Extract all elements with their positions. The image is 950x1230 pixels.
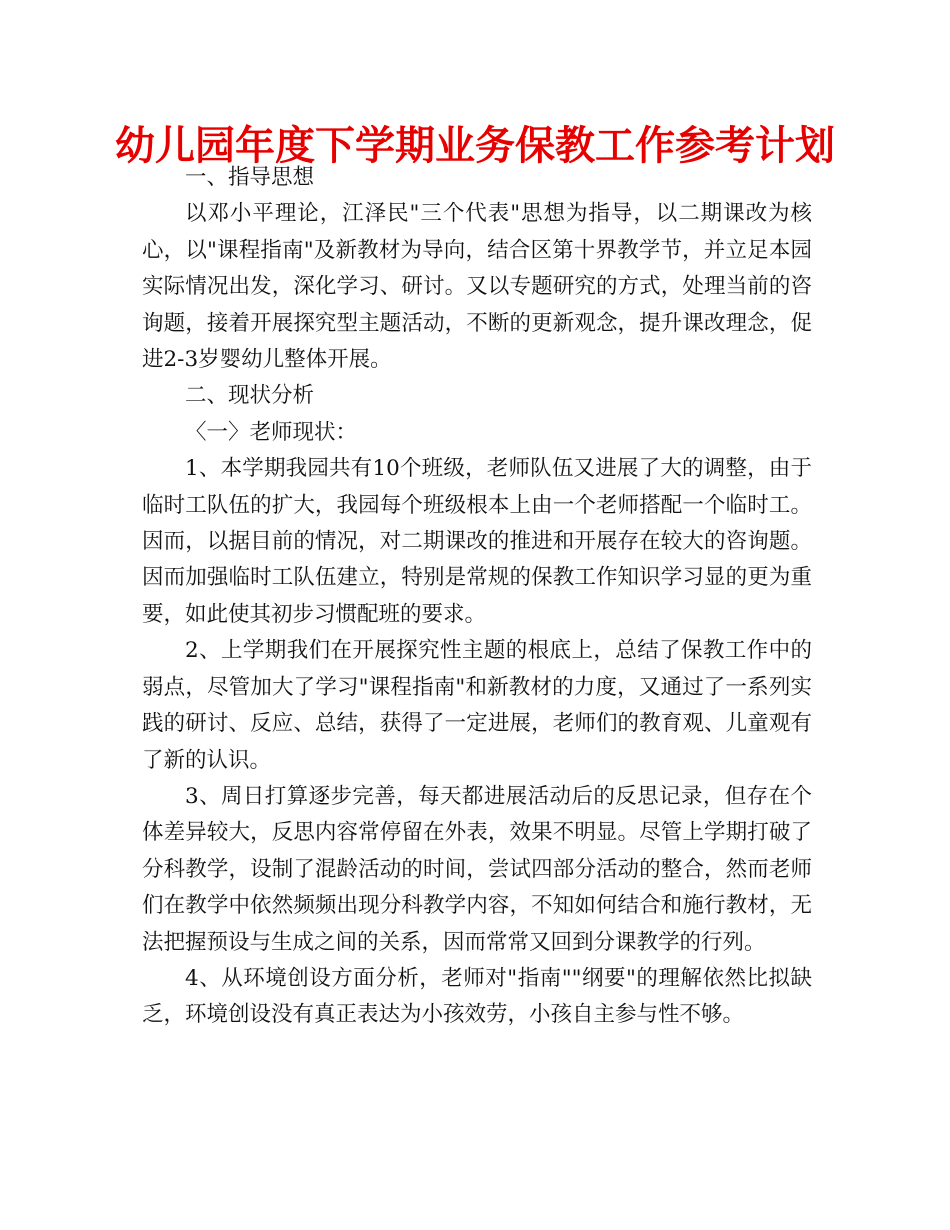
paragraph-item-4: 4、从环境创设方面分析，老师对"指南""纲要"的理解依然比拟缺乏，环境创设没有真正表达为小孩效劳，小孩自主参与性不够。	[142, 965, 812, 1028]
subsection-heading-teacher-status: 〈一〉老师现状：	[185, 419, 358, 445]
paragraph-item-2: 2、上学期我们在开展探究性主题的根底上，总结了保教工作中的弱点，尽管加大了学习"课程指南"和新教材的力度，又通过了一系列实践的研讨、反应、总结，获得了一定进展，老师们的教育观、儿童观有了新的认识。	[142, 638, 812, 773]
document-title: 幼儿园年度下学期业务保教工作参考计划	[115, 123, 835, 169]
document-body	[142, 160, 812, 1034]
paragraph-item-1: 1、本学期我园共有10个班级，老师队伍又进展了大的调整，由于临时工队伍的扩大，我园每个班级根本上由一个老师搭配一个临时工。因而，以据目前的情况，对二期课改的推进和开展存在较大的咨询题。因而加强临时工队伍建立，特别是常规的保教工作知识学习显的更为重要，如此使其初步习惯配班的要求。	[142, 456, 812, 627]
paragraph-guiding-thought: 以邓小平理论，江泽民"三个代表"思想为指导，以二期课改为核心，以"课程指南"及新教材为导向，结合区第十界教学节，并立足本园实际情况出发，深化学习、研讨。又以专题研究的方式，处理当前的咨询题，接着开展探究型主题活动，不断的更新观念，提升课改理念，促进2-3岁婴幼儿整体开展。	[142, 201, 812, 373]
paragraph-item-3: 3、周日打算逐步完善，每天都进展活动后的反思记录，但存在个体差异较大，反思内容常停留在外表，效果不明显。尽管上学期打破了分科教学，设制了混龄活动的时间，尝试四部分活动的整合，然而老师们在教学中依然频频出现分科教学内容，不知如何结合和施行教材，无法把握预设与生成之间的关系，因而常常又回到分课教学的行列。	[142, 783, 812, 955]
section-heading-guiding-thought: 一、指导思想	[185, 165, 315, 190]
section-heading-status-analysis: 二、现状分析	[185, 383, 315, 409]
